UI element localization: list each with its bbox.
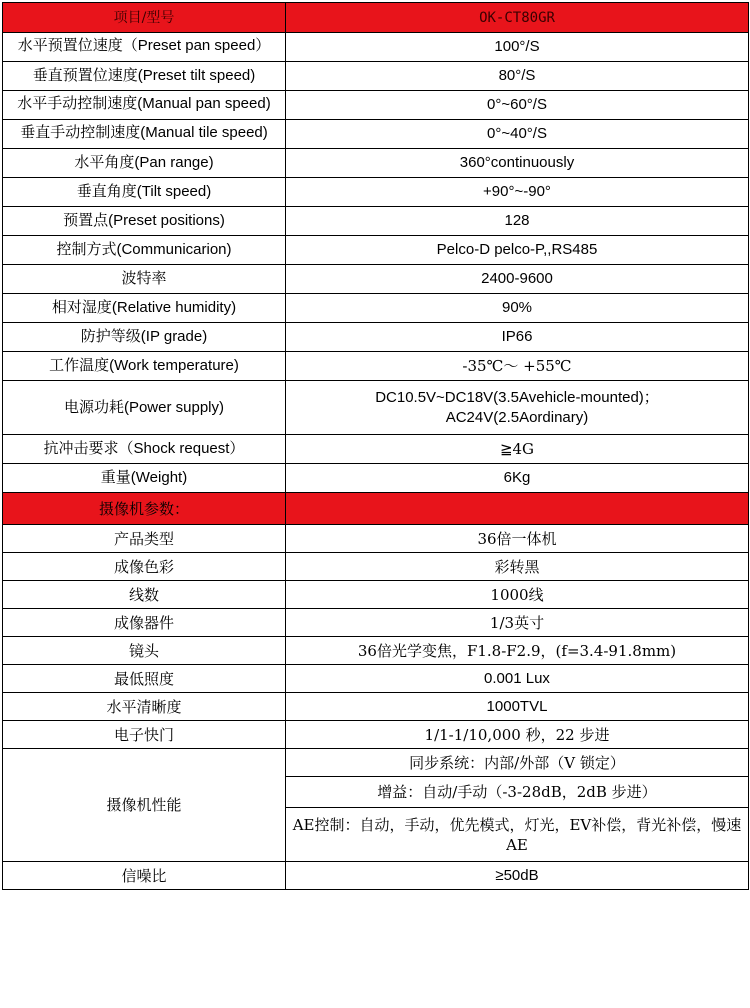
spec-label: 抗冲击要求（Shock request） xyxy=(3,435,286,464)
spec-row-ip-grade xyxy=(3,323,749,352)
spec-row-manual-pan xyxy=(3,91,749,120)
section-title: 摄像机参数： xyxy=(3,493,286,525)
camera-row-color xyxy=(3,553,749,581)
spec-row-humidity xyxy=(3,294,749,323)
camera-label: 摄像机性能 xyxy=(3,749,286,862)
spec-label: 水平手动控制速度(Manual pan speed) xyxy=(3,91,286,120)
spec-value: 360°continuously xyxy=(286,149,749,178)
section-spacer xyxy=(286,493,749,525)
camera-label: 成像色彩 xyxy=(3,553,286,581)
camera-row-snr xyxy=(3,862,749,890)
spec-value: ≧4G xyxy=(286,435,749,464)
spec-label: 垂直角度(Tilt speed) xyxy=(3,178,286,207)
spec-value-line: DC10.5V~DC18V(3.5Avehicle-mounted)； xyxy=(375,388,659,406)
spec-label: 工作温度(Work temperature) xyxy=(3,352,286,381)
spec-value: +90°~-90° xyxy=(286,178,749,207)
spec-label: 重量(Weight) xyxy=(3,464,286,493)
spec-value: 80°/S xyxy=(286,62,749,91)
spec-label: 水平预置位速度（Preset pan speed） xyxy=(3,33,286,62)
spec-row-preset-pan xyxy=(3,33,749,62)
camera-value: 1/1-1/10,000 秒，22 步进 xyxy=(286,721,749,749)
spec-label: 垂直预置位速度(Preset tilt speed) xyxy=(3,62,286,91)
spec-label: 水平角度(Pan range) xyxy=(3,149,286,178)
spec-value: 0°~60°/S xyxy=(286,91,749,120)
spec-label: 垂直手动控制速度(Manual tile speed) xyxy=(3,120,286,149)
spec-value: 90% xyxy=(286,294,749,323)
spec-row-presets xyxy=(3,207,749,236)
spec-row-preset-tilt xyxy=(3,62,749,91)
spec-row-pan-range xyxy=(3,149,749,178)
spec-value: 100°/S xyxy=(286,33,749,62)
header-label: 项目/型号 xyxy=(3,3,286,33)
spec-label: 电源功耗(Power supply) xyxy=(3,381,286,435)
spec-value-line: AC24V(2.5Aordinary) xyxy=(445,408,589,426)
spec-label: 预置点(Preset positions) xyxy=(3,207,286,236)
spec-label: 防护等级(IP grade) xyxy=(3,323,286,352)
spec-value: IP66 xyxy=(286,323,749,352)
camera-label: 线数 xyxy=(3,581,286,609)
camera-label: 信噪比 xyxy=(3,862,286,890)
performance-item: 增益：自动/手动（-3-28dB，2dB 步进） xyxy=(286,777,749,808)
spec-value: -35℃～ +55℃ xyxy=(286,352,749,381)
camera-row-illumination xyxy=(3,665,749,693)
spec-value: Pelco-D pelco-P,,RS485 xyxy=(286,236,749,265)
performance-item: 同步系统：内部/外部（V 锁定） xyxy=(286,749,749,777)
spec-value: 2400-9600 xyxy=(286,265,749,294)
table-header-row xyxy=(3,3,749,33)
camera-row-shutter xyxy=(3,721,749,749)
camera-label: 成像器件 xyxy=(3,609,286,637)
spec-value: 128 xyxy=(286,207,749,236)
spec-label: 控制方式(Communicarion) xyxy=(3,236,286,265)
spec-value: 6Kg xyxy=(286,464,749,493)
camera-row-performance xyxy=(3,749,749,777)
camera-value: 彩转黑 xyxy=(286,553,749,581)
spec-row-weight xyxy=(3,464,749,493)
camera-label: 电子快门 xyxy=(3,721,286,749)
spec-table xyxy=(2,2,749,890)
spec-value xyxy=(286,381,749,435)
spec-row-baud-rate xyxy=(3,265,749,294)
camera-row-lines xyxy=(3,581,749,609)
camera-section-header xyxy=(3,493,749,525)
camera-value: 1000TVL xyxy=(286,693,749,721)
camera-value: 1000线 xyxy=(286,581,749,609)
camera-label: 产品类型 xyxy=(3,525,286,553)
spec-row-power-supply xyxy=(3,381,749,435)
camera-row-resolution xyxy=(3,693,749,721)
spec-row-work-temp xyxy=(3,352,749,381)
spec-row-tilt-range xyxy=(3,178,749,207)
camera-row-lens xyxy=(3,637,749,665)
performance-item: AE控制：自动，手动，优先模式，灯光，EV补偿，背光补偿，慢速 AE xyxy=(286,808,749,862)
camera-value: 0.001 Lux xyxy=(286,665,749,693)
camera-row-product-type xyxy=(3,525,749,553)
camera-row-sensor xyxy=(3,609,749,637)
header-model: OK-CT80GR xyxy=(286,3,749,33)
camera-value: 1/3英寸 xyxy=(286,609,749,637)
camera-value: 36倍光学变焦，F1.8-F2.9，(f=3.4-91.8mm) xyxy=(286,637,749,665)
spec-label: 相对湿度(Relative humidity) xyxy=(3,294,286,323)
spec-label: 波特率 xyxy=(3,265,286,294)
camera-label: 水平清晰度 xyxy=(3,693,286,721)
spec-row-communication xyxy=(3,236,749,265)
camera-value: 36倍一体机 xyxy=(286,525,749,553)
spec-row-manual-tilt xyxy=(3,120,749,149)
camera-value: ≥50dB xyxy=(286,862,749,890)
camera-label: 最低照度 xyxy=(3,665,286,693)
spec-value: 0°~40°/S xyxy=(286,120,749,149)
camera-label: 镜头 xyxy=(3,637,286,665)
spec-row-shock xyxy=(3,435,749,464)
